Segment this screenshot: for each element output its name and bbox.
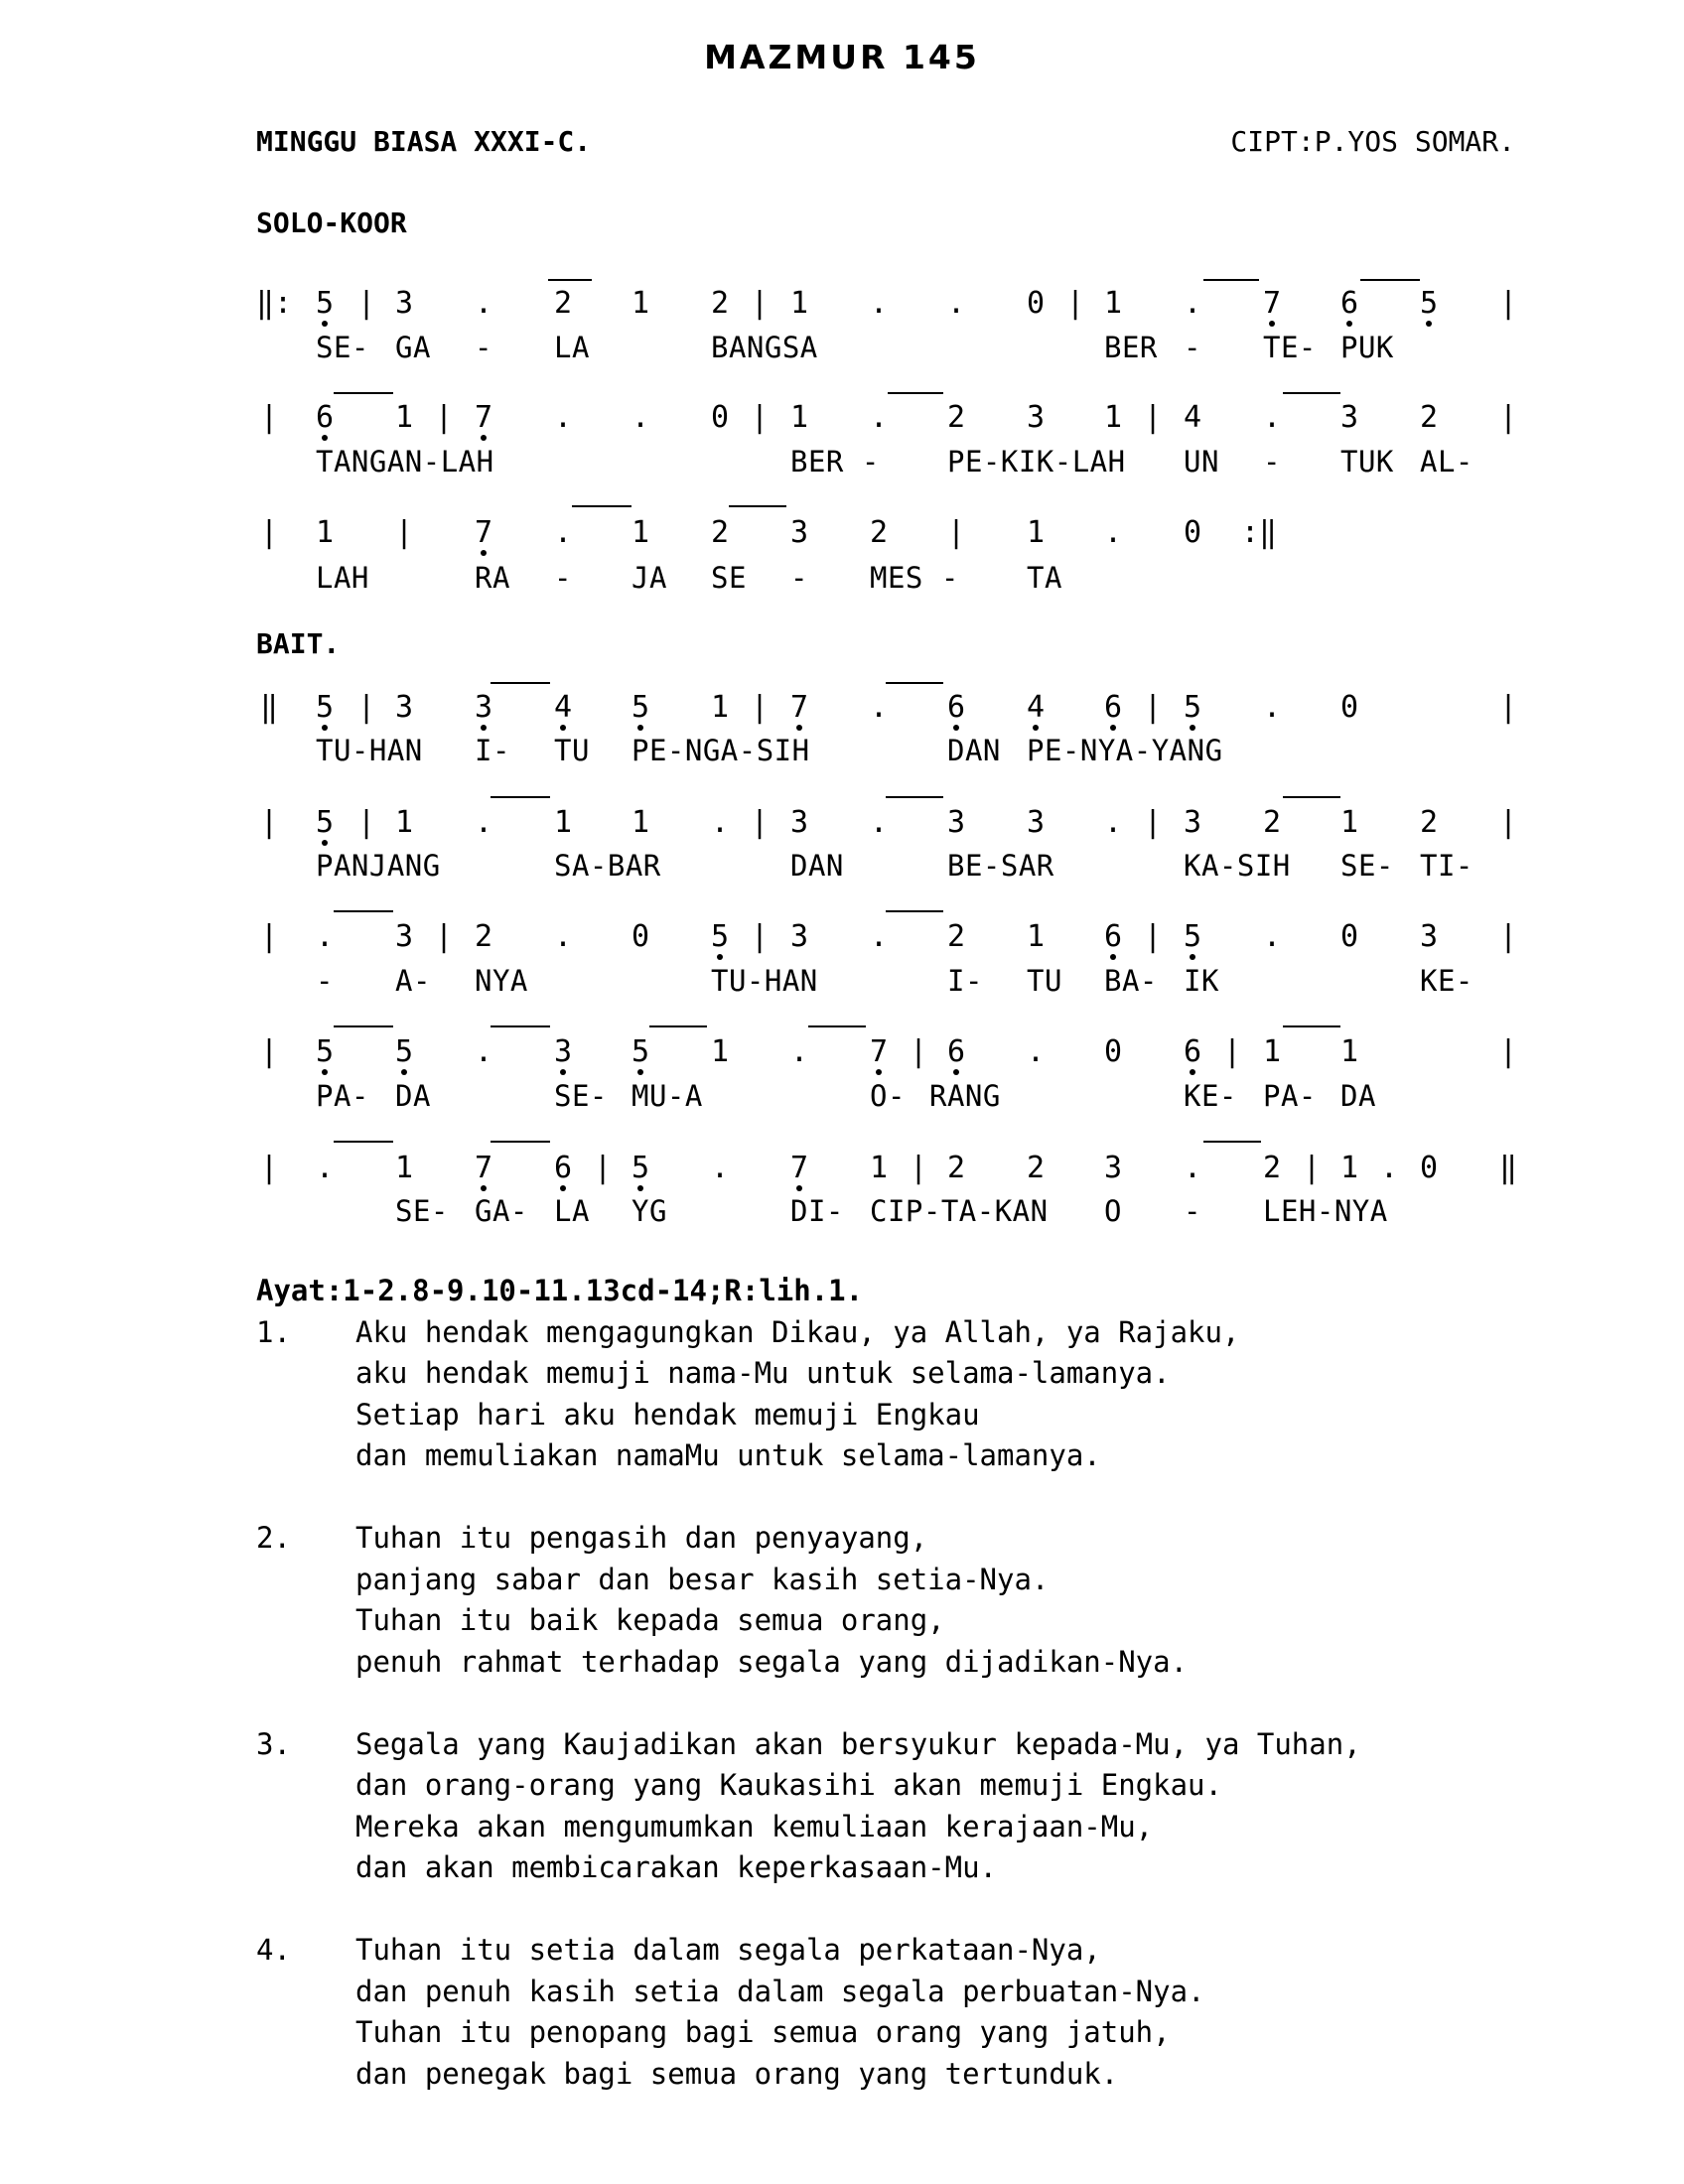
note: 2	[1263, 1151, 1282, 1185]
note: 7	[475, 1151, 493, 1185]
note: 2	[947, 1151, 966, 1185]
note: 3	[475, 690, 493, 725]
lower-octave-dot	[1269, 321, 1275, 327]
lyric: SE-	[1340, 849, 1394, 883]
note: 3	[947, 805, 966, 840]
lyric: LEH-NYA	[1263, 1194, 1388, 1228]
lyric: TANGAN-LAH	[316, 445, 494, 478]
verse-number: 2.	[256, 1521, 291, 1555]
barline: |	[1499, 286, 1518, 321]
note: 6	[554, 1151, 573, 1185]
lyric: BER	[1104, 331, 1158, 364]
rest: 0	[1104, 1034, 1123, 1069]
refrain-heading: SOLO-KOOR	[256, 206, 407, 239]
barline: |	[1144, 400, 1163, 435]
note: 2	[870, 515, 889, 550]
lyric: NYA	[475, 964, 528, 998]
lyric: JA	[632, 561, 667, 595]
rest: 0	[632, 919, 650, 954]
dot: .	[1263, 919, 1282, 954]
note: 1	[316, 515, 335, 550]
note: 5	[1184, 690, 1202, 725]
dot: .	[475, 286, 493, 321]
barline: |	[1499, 919, 1518, 954]
lower-octave-dot	[637, 725, 643, 731]
lower-octave-dot	[481, 550, 487, 556]
note: 3	[395, 286, 414, 321]
lyric: O	[1104, 1194, 1122, 1228]
lyric: SA-BAR	[554, 849, 661, 883]
dot: .	[316, 919, 335, 954]
verse-number: 4.	[256, 1933, 291, 1967]
lower-octave-dot	[637, 1185, 643, 1191]
lyric: -	[316, 964, 334, 998]
lyric: DAN	[947, 734, 1001, 767]
note: 6	[1340, 286, 1359, 321]
lyric: I-	[947, 964, 983, 998]
barline: |	[357, 690, 376, 725]
note: 2	[711, 286, 730, 321]
verse-line: dan penegak bagi semua orang yang tertunduk.	[355, 2056, 1119, 2091]
note: 2	[711, 515, 730, 550]
barline: |	[1144, 690, 1163, 725]
note: 6	[1104, 919, 1123, 954]
lyric: LA	[554, 1194, 590, 1228]
barline: |	[910, 1151, 928, 1185]
note: 1	[1263, 1034, 1282, 1069]
barline: |	[260, 805, 279, 840]
verse-line: penuh rahmat terhadap segala yang dijadikan-Nya.	[355, 1644, 1189, 1679]
dot: .	[1104, 805, 1123, 840]
lyric: IK	[1184, 964, 1219, 998]
lyric: BANGSA	[711, 331, 818, 364]
lower-octave-dot	[322, 435, 328, 441]
note: 3	[395, 690, 414, 725]
lyric: TI-	[1420, 849, 1474, 883]
note: 1	[790, 400, 809, 435]
lower-octave-dot	[560, 725, 566, 731]
note: 5	[316, 690, 335, 725]
lower-octave-dot	[481, 725, 487, 731]
verse-row-5	[260, 1142, 1517, 1228]
note: 5	[316, 1034, 335, 1069]
barline: |	[1066, 286, 1085, 321]
lyric: I-	[475, 734, 510, 767]
dot: .	[870, 690, 889, 725]
verse-row-3	[260, 911, 1517, 998]
note: 5	[316, 805, 335, 840]
note: 1	[554, 805, 573, 840]
lyric: BE-SAR	[947, 849, 1054, 883]
verse-line: dan penuh kasih setia dalam segala perbuatan-Nya.	[355, 1974, 1205, 2008]
note: 2	[1420, 805, 1439, 840]
lower-octave-dot	[481, 435, 487, 441]
note: 3	[790, 805, 809, 840]
note: 3	[1340, 400, 1359, 435]
barline: |	[594, 1151, 613, 1185]
refrain-row-2	[260, 393, 1517, 478]
note: 3	[1184, 805, 1202, 840]
note: 1	[632, 286, 650, 321]
note: 2	[1027, 1151, 1046, 1185]
note: 3	[1027, 400, 1046, 435]
barline: |	[435, 400, 454, 435]
barline-repeat-end: :‖	[1241, 515, 1278, 550]
verse-line: Tuhan itu penopang bagi semua orang yang jatuh,	[355, 2015, 1171, 2049]
lower-octave-dot	[1110, 954, 1116, 960]
verse-4	[256, 1930, 1567, 2095]
barline: |	[1499, 805, 1518, 840]
lyric: AL-	[1420, 445, 1474, 478]
dot: .	[870, 805, 889, 840]
note: 3	[1420, 919, 1439, 954]
barline: |	[395, 515, 414, 550]
barline: |	[260, 515, 279, 550]
dot: .	[1027, 1034, 1046, 1069]
note: 3	[554, 1034, 573, 1069]
lower-octave-dot	[1426, 321, 1432, 327]
note: 1	[1104, 286, 1123, 321]
lyric: MES -	[870, 561, 959, 595]
verse-line: Tuhan itu baik kepada semua orang,	[355, 1603, 945, 1637]
barline: |	[1499, 690, 1518, 725]
lower-octave-dot	[637, 1069, 643, 1075]
note: 2	[947, 919, 966, 954]
psalm-verses	[256, 1271, 1567, 2095]
lyric: TE-	[1263, 331, 1317, 364]
barline: |	[357, 286, 376, 321]
barline: |	[751, 400, 770, 435]
rest: 0	[1340, 690, 1359, 725]
barline: |	[947, 515, 966, 550]
dot: .	[870, 919, 889, 954]
verse-2	[256, 1518, 1567, 1683]
lyric: -	[790, 561, 808, 595]
barline: |	[751, 690, 770, 725]
barline: |	[260, 919, 279, 954]
lyric: SE	[711, 561, 747, 595]
dot: .	[1184, 286, 1202, 321]
note: 6	[1184, 1034, 1202, 1069]
lyric: UN	[1184, 445, 1219, 478]
lyric: KE-	[1184, 1079, 1237, 1113]
note: 1	[711, 1034, 730, 1069]
barline: |	[260, 400, 279, 435]
lyric: PA-	[1263, 1079, 1317, 1113]
lyric: RA	[475, 561, 510, 595]
note: 1	[1340, 805, 1359, 840]
lower-octave-dot	[796, 725, 802, 731]
refrain-row-1	[256, 280, 1517, 364]
lyric: TU	[1027, 964, 1062, 998]
rest: 0	[711, 400, 730, 435]
barline: |	[435, 919, 454, 954]
note: 1	[395, 805, 414, 840]
lyric: RANG	[929, 1079, 1001, 1113]
verse-row-2	[260, 797, 1517, 883]
verse-row-1	[260, 683, 1517, 767]
lyric: SE-	[316, 331, 369, 364]
lyric: PE-NGA-SIH	[632, 734, 810, 767]
verse-reference: Ayat:1-2.8-9.10-11.13cd-14;R:lih.1.	[256, 1274, 864, 1307]
lower-octave-dot	[560, 1069, 566, 1075]
lyric: DI-	[790, 1194, 844, 1228]
barline: |	[1303, 1151, 1322, 1185]
verse-line: Segala yang Kaujadikan akan bersyukur kepada-Mu, ya Tuhan,	[355, 1726, 1361, 1761]
lyric: KA-SIH	[1184, 849, 1291, 883]
lower-octave-dot	[1190, 954, 1195, 960]
note: 1	[395, 1151, 414, 1185]
lower-octave-dot	[1033, 725, 1039, 731]
lyric: -	[1184, 331, 1201, 364]
note: 4	[554, 690, 573, 725]
barline: |	[357, 805, 376, 840]
barline: |	[751, 805, 770, 840]
note: 5	[1184, 919, 1202, 954]
verse-line: Mereka akan mengumumkan kemuliaan kerajaan-Mu,	[355, 1809, 1154, 1843]
barline-end: ‖	[1499, 1151, 1518, 1185]
note: 6	[947, 1034, 966, 1069]
lower-octave-dot	[322, 840, 328, 846]
note: 6	[947, 690, 966, 725]
lyric: GA-	[475, 1194, 528, 1228]
dot: .	[554, 515, 573, 550]
rest: 0	[1184, 515, 1202, 550]
note: 1	[1027, 515, 1046, 550]
barline: |	[1499, 400, 1518, 435]
lower-octave-dot	[1190, 725, 1195, 731]
lyric: TA	[1027, 561, 1062, 595]
dot: .	[632, 400, 650, 435]
verse-line: Tuhan itu pengasih dan penyayang,	[355, 1521, 928, 1555]
lyric: GA	[395, 331, 431, 364]
note: 3	[1104, 1151, 1123, 1185]
lower-octave-dot	[560, 1185, 566, 1191]
dot: .	[1263, 690, 1282, 725]
dot: .	[947, 286, 966, 321]
lyric: YG	[632, 1194, 667, 1228]
lower-octave-dot	[401, 1069, 407, 1075]
lower-octave-dot	[953, 1069, 959, 1075]
lyric: TU-HAN	[316, 734, 423, 767]
note: 1	[1340, 1034, 1359, 1069]
lyric: BER -	[790, 445, 880, 478]
dot: .	[1263, 400, 1282, 435]
lyric: A-	[395, 964, 431, 998]
lyric: KE-	[1420, 964, 1474, 998]
barline: |	[1499, 1034, 1518, 1069]
note: 1	[1104, 400, 1123, 435]
dot: .	[1104, 515, 1123, 550]
lyric: PE-KIK-LAH	[947, 445, 1126, 478]
note: 1	[870, 1151, 889, 1185]
lyric: -	[1184, 1194, 1201, 1228]
note: 2	[947, 400, 966, 435]
note: 4	[1027, 690, 1046, 725]
note: 3	[790, 515, 809, 550]
lyric: SE-	[554, 1079, 608, 1113]
note: 1	[632, 515, 650, 550]
note: 7	[1263, 286, 1282, 321]
verse-3	[256, 1724, 1567, 1889]
lyric: -	[1263, 445, 1281, 478]
dot: .	[790, 1034, 809, 1069]
note: 1	[711, 690, 730, 725]
lyric: SE-	[395, 1194, 449, 1228]
composer-credit: CIPT:P.YOS SOMAR.	[1230, 125, 1515, 158]
lower-octave-dot	[717, 954, 723, 960]
lower-octave-dot	[322, 725, 328, 731]
note: 2	[1263, 805, 1282, 840]
lower-octave-dot	[1190, 1069, 1195, 1075]
note: 5	[711, 919, 730, 954]
lyric: -	[475, 331, 492, 364]
note: 6	[1104, 690, 1123, 725]
dot: .	[711, 1151, 730, 1185]
barline: |	[260, 1034, 279, 1069]
lyric: MU-A	[632, 1079, 703, 1113]
lyric: TU-HAN	[711, 964, 818, 998]
note: 7	[475, 400, 493, 435]
barline-start: ‖	[260, 690, 279, 725]
note: 2	[475, 919, 493, 954]
dot: .	[316, 1151, 335, 1185]
dot: .	[1184, 1151, 1202, 1185]
dot: .	[554, 919, 573, 954]
dot: .	[475, 1034, 493, 1069]
lyric: LAH	[316, 561, 369, 595]
dot: .	[870, 286, 889, 321]
note: 5	[632, 690, 650, 725]
verse-number: 1.	[256, 1314, 291, 1349]
verse-line: Tuhan itu setia dalam segala perkataan-Nya,	[355, 1933, 1101, 1967]
liturgical-sunday: MINGGU BIASA XXXI-C.	[256, 125, 592, 158]
lower-octave-dot	[481, 1185, 487, 1191]
verse-line: dan akan membicarakan keperkasaan-Mu.	[355, 1850, 998, 1884]
note: 7	[870, 1034, 889, 1069]
lyric: TU	[554, 734, 590, 767]
dot: .	[554, 400, 573, 435]
lyric: O-	[870, 1079, 906, 1113]
barline: |	[910, 1034, 928, 1069]
note: 4	[1184, 400, 1202, 435]
note: 3	[790, 919, 809, 954]
note: 5	[395, 1034, 414, 1069]
lower-octave-dot	[322, 321, 328, 327]
note: 2	[1420, 400, 1439, 435]
lyric: -	[554, 561, 572, 595]
barline: |	[260, 1151, 279, 1185]
note: 1	[790, 286, 809, 321]
dot: .	[711, 805, 730, 840]
lyric: PA-	[316, 1079, 369, 1113]
lower-octave-dot	[322, 1069, 328, 1075]
lower-octave-dot	[953, 725, 959, 731]
note: 7	[790, 1151, 809, 1185]
rest: 0	[1420, 1151, 1439, 1185]
lower-octave-dot	[1110, 725, 1116, 731]
barline: |	[1223, 1034, 1242, 1069]
verse-line: Setiap hari aku hendak memuji Engkau	[355, 1397, 980, 1432]
barline: |	[1144, 805, 1163, 840]
dot: .	[475, 805, 493, 840]
refrain-row-3	[260, 506, 1277, 595]
verse-line: dan memuliakan namaMu untuk selama-lamanya.	[355, 1438, 1101, 1472]
lyric: LA	[554, 331, 590, 364]
lyric: PUK	[1340, 331, 1394, 364]
verse-line: aku hendak memuji nama-Mu untuk selama-lamanya.	[355, 1356, 1171, 1390]
barline: |	[1144, 919, 1163, 954]
lyric: PANJANG	[316, 849, 441, 883]
lyric: DA	[395, 1079, 431, 1113]
verse-heading: BAIT.	[256, 627, 341, 660]
note: 7	[475, 515, 493, 550]
rest: 0	[1340, 919, 1359, 954]
verse-1	[256, 1312, 1567, 1477]
note: 1	[1027, 919, 1046, 954]
verse-line: dan orang-orang yang Kaukasihi akan memuji Engkau.	[355, 1768, 1222, 1802]
lyric: BA-	[1104, 964, 1158, 998]
note: 2	[554, 286, 573, 321]
lower-octave-dot	[876, 1069, 882, 1075]
lyric: TUK	[1340, 445, 1394, 478]
lower-octave-dot	[796, 1185, 802, 1191]
verse-row-4	[260, 1026, 1517, 1113]
barline: |	[751, 919, 770, 954]
note: 1	[632, 805, 650, 840]
note: 6	[316, 400, 335, 435]
lyric: DA	[1340, 1079, 1376, 1113]
note: 7	[790, 690, 809, 725]
lyric: DAN	[790, 849, 844, 883]
lower-octave-dot	[1346, 321, 1352, 327]
barline-repeat-start: ‖:	[256, 286, 293, 321]
note: 5	[316, 286, 335, 321]
note: 5	[632, 1151, 650, 1185]
note: 1	[395, 400, 414, 435]
lyric: CIP-TA-KAN	[870, 1194, 1049, 1228]
verse-line: panjang sabar dan besar kasih setia-Nya.	[355, 1562, 1050, 1596]
note: 3	[395, 919, 414, 954]
note: 1	[1340, 1151, 1359, 1185]
verse-number: 3.	[256, 1726, 291, 1761]
verse-line: Aku hendak mengagungkan Dikau, ya Allah, ya Rajaku,	[355, 1314, 1240, 1349]
page-title: MAZMUR 145	[704, 38, 980, 76]
dot: .	[1380, 1151, 1399, 1185]
rest: 0	[1027, 286, 1046, 321]
lyric: PE-NYA-YANG	[1027, 734, 1223, 767]
dot: .	[870, 400, 889, 435]
barline: |	[751, 286, 770, 321]
note: 5	[1420, 286, 1439, 321]
note: 5	[632, 1034, 650, 1069]
note: 3	[1027, 805, 1046, 840]
